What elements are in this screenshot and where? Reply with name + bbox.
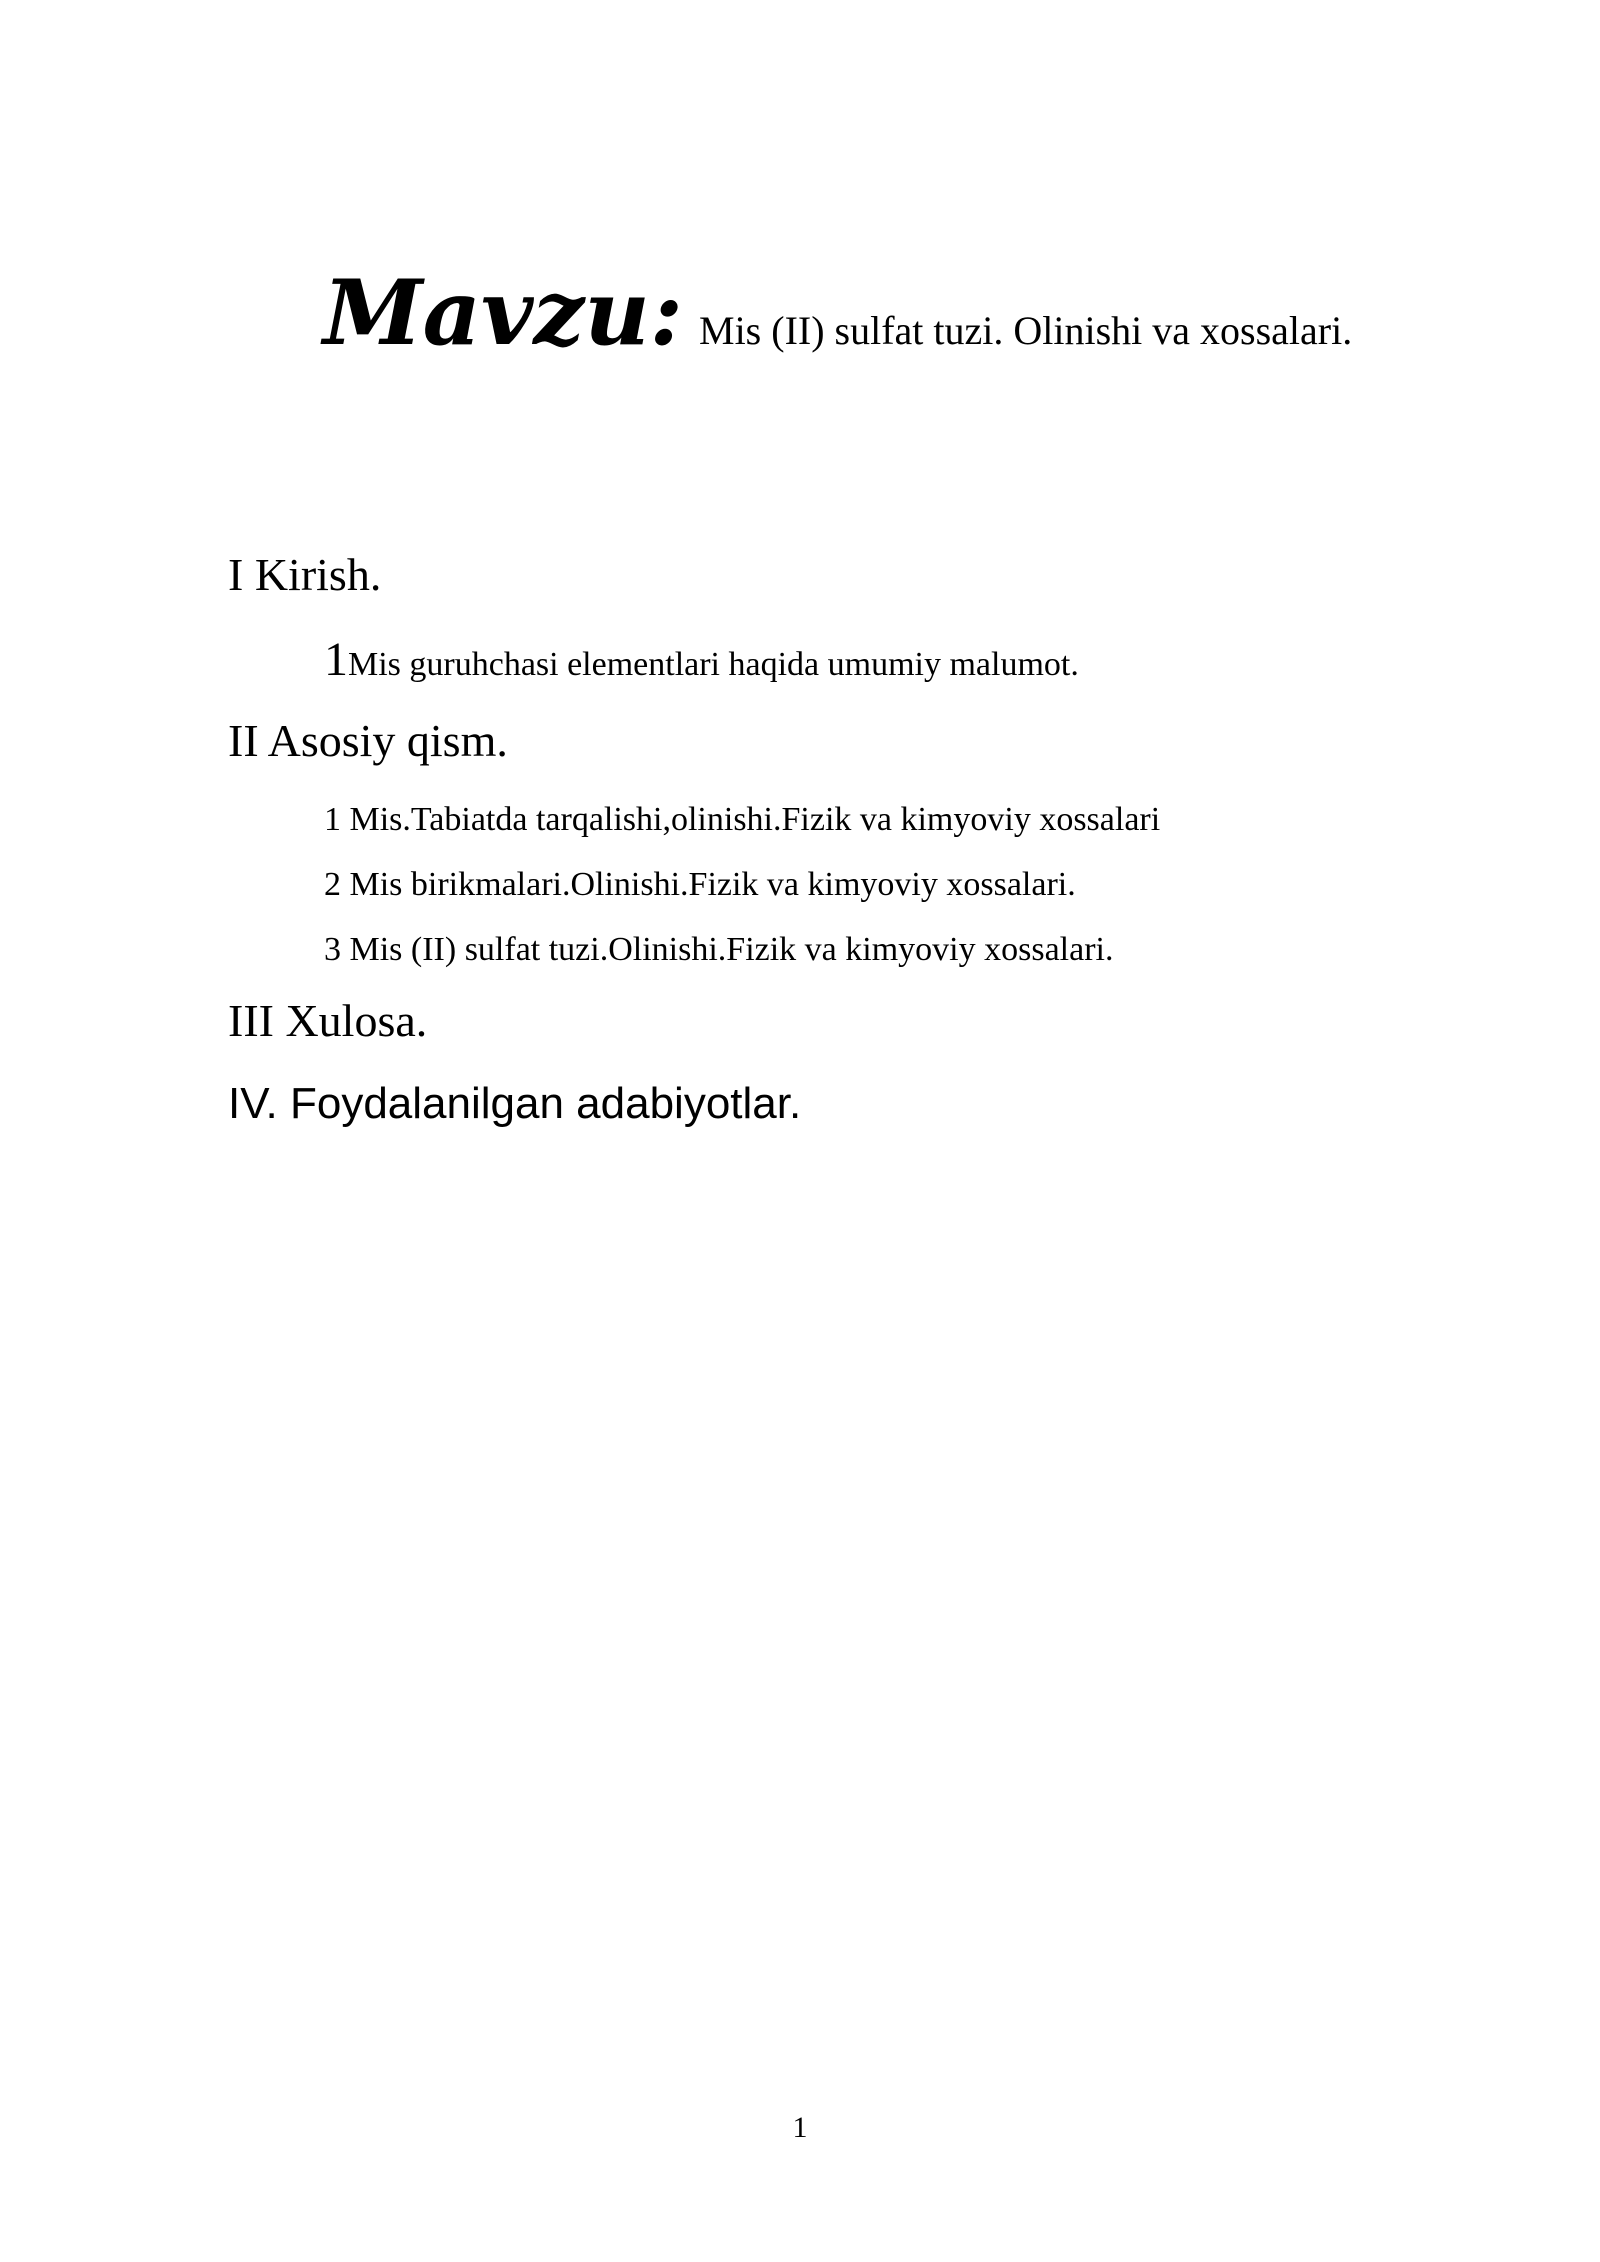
section-heading-conclusion: III Xulosa. bbox=[228, 995, 428, 1046]
topic-title bbox=[323, 260, 1353, 366]
topic-text: Mis (II) sulfat tuzi. Olinishi va xossalari. bbox=[699, 308, 1353, 353]
outline-item-main-2: 2 Mis birikmalari.Olinishi.Fizik va kimyoviy xossalari. bbox=[324, 866, 1076, 903]
section-heading-references: IV. Foydalanilgan adabiyotlar. bbox=[228, 1079, 802, 1128]
outline-item-main-1: 1 Mis.Tabiatda tarqalishi,olinishi.Fizik va kimyoviy xossalari bbox=[324, 801, 1161, 838]
section-heading-main: II Asosiy qism. bbox=[228, 715, 508, 766]
outline-item-intro-1 bbox=[324, 633, 1079, 686]
section-heading-intro: I Kirish. bbox=[228, 549, 382, 600]
page-number: 1 bbox=[792, 2111, 808, 2144]
outline-item-text: Mis guruhchasi elementlari haqida umumiy malumot. bbox=[348, 646, 1079, 683]
outline-item-number: 1 bbox=[324, 633, 348, 686]
outline-item-main-3: 3 Mis (II) sulfat tuzi.Olinishi.Fizik va kimyoviy xossalari. bbox=[324, 931, 1114, 968]
topic-label: Mavzu: bbox=[323, 260, 683, 366]
